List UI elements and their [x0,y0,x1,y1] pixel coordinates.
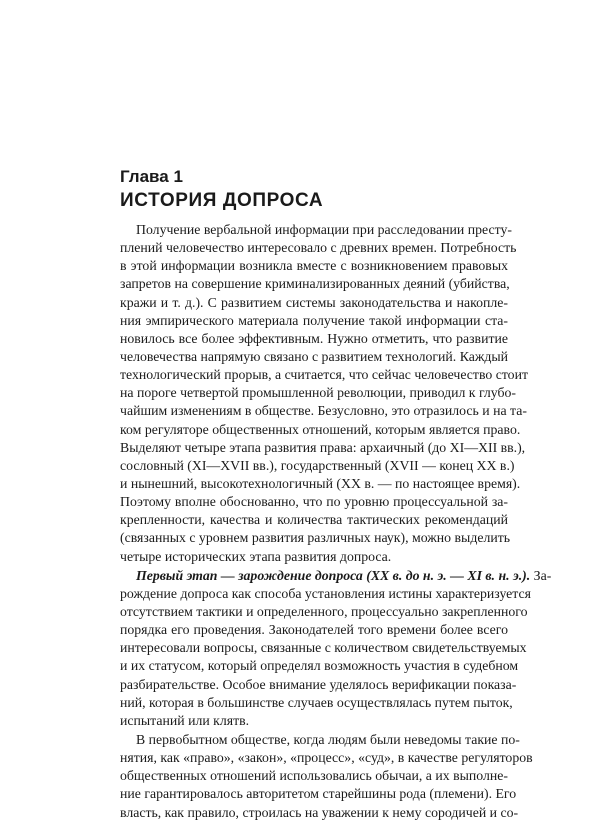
text-line: власть, как правило, строилась на уважении к нему сородичей и со- [120,804,519,820]
text-line: рождение допроса как способа установления истины характеризуется [120,585,531,601]
text-line: ний, которая в большинстве случаев осуществлялась путем пыток, [120,694,513,710]
text-line: запретов на совершение криминализированных деяний (убийства, [120,276,510,292]
text-line: испытаний или клятв. [120,712,250,728]
paragraph-2 [120,567,552,730]
text-line: технологический прорыв, а считается, что сейчас человечество стоит [120,367,528,383]
chapter-title: ИСТОРИЯ ДОПРОСА [120,190,324,211]
text-fragment: За- [530,567,552,583]
text-line [120,567,552,585]
text-line: плений человечество интересовало с древних времен. Потребность [120,240,517,256]
text-line: новилось все более эффективным. Нужно отметить, что развитие [120,330,508,346]
text-line: нятия, как «право», «закон», «процесс», «суд», в качестве регуляторов [120,750,533,766]
paragraph-3 [120,731,533,822]
text-line: Поэтому вполне обоснованно, что по уровню процессуальной за- [120,494,508,510]
text-line: кражи и т. д.). С развитием системы законодательства и накопле- [120,294,508,310]
text-line: Выделяют четыре этапа развития права: архаичный (до XI—XII вв.), [120,439,526,455]
text-line: и их статусом, который определял возможность участия в судебном [120,658,519,674]
text-line: ния эмпирического материала получение такой информации ста- [120,312,508,328]
text-line: разбирательстве. Особое внимание уделялось верификации показа- [120,676,517,692]
text-line: ние гарантировалось авторитетом старейшины рода (племени). Его [120,786,517,802]
text-line: и нынешний, высокотехнологичный (XX в. — по настоящее время). [120,475,521,491]
stage-heading: Первый этап — зарождение допроса (XX в. до н. э. — XI в. н. э.). [136,567,531,583]
text-line: четыре исторических этапа развития допроса. [120,548,392,564]
text-line: крепленности, качества и количества тактических рекомендаций [120,512,508,528]
text-line: В первобытном обществе, когда людям были неведомы такие по- [136,731,520,747]
text-line: интересовали вопросы, связанные с количеством свидетельствуемых [120,640,527,656]
chapter-number: Глава 1 [120,167,183,186]
text-line: в этой информации возникла вместе с возникновением правовых [120,258,508,274]
text-line: чайшим изменениям в обществе. Безусловно, это отразилось и на та- [120,403,527,419]
text-line: Получение вербальной информации при расследовании престу- [136,222,512,237]
text-line: общественных отношений использовались обычаи, а их выполне- [120,768,508,784]
text-line: порядка его проведения. Законодателей того времени более всего [120,622,508,638]
text-line: отсутствием тактики и определенного, процессуально закрепленного [120,603,528,619]
text-line: сословный (XI—XVII вв.), государственный (XVII — конец XX в.) [120,457,515,473]
body-text [120,221,552,822]
text-line: на пороге четвертой промышленной революции, приводил к глубо- [120,385,517,401]
text-line: ком регуляторе общественных отношений, которым является право. [120,421,521,437]
text-line: человечества напрямую связано с развитием технологий. Каждый [120,348,509,364]
paragraph-1 [120,221,528,566]
text-line: (связанных с уровнем развития различных наук), можно выделить [120,530,511,546]
